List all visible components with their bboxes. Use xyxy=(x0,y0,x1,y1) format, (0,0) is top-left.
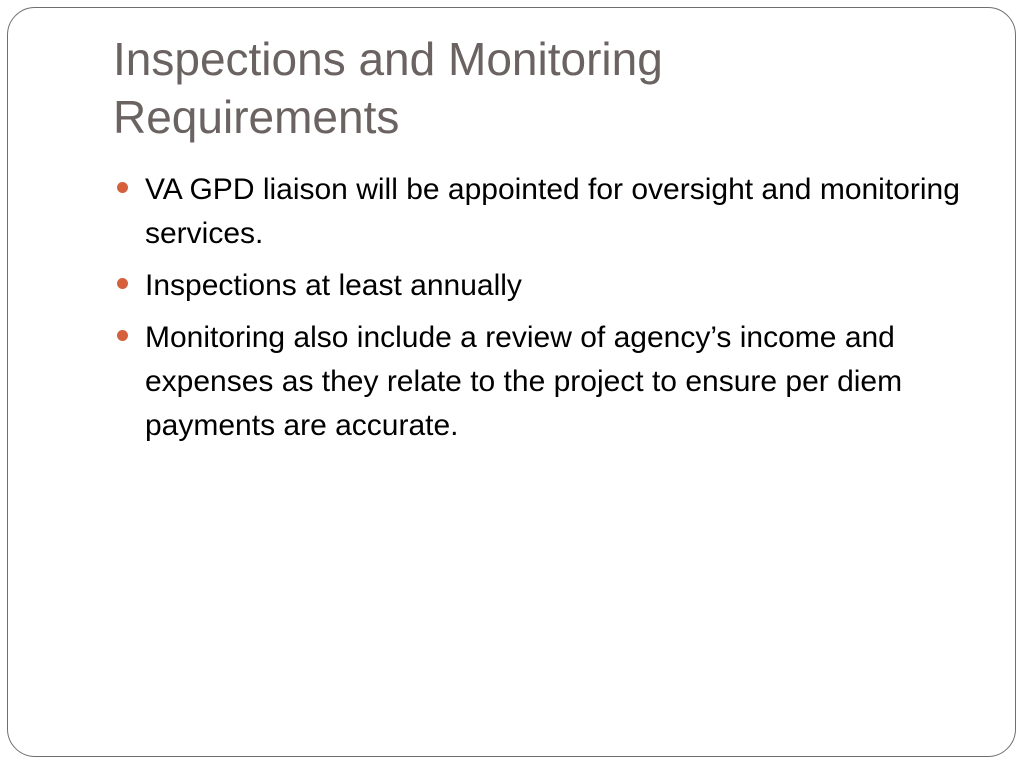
slide-title: Inspections and Monitoring Requirements xyxy=(113,33,663,143)
bullet-item-liaison xyxy=(117,168,977,256)
bullet-dot-icon xyxy=(117,330,128,341)
bullet-list xyxy=(117,168,977,456)
bullet-text: Monitoring also include a review of agency’s income and expenses as they relate to the project to ensure per diem payments are accurate. xyxy=(145,321,903,442)
bullet-item-monitoring xyxy=(117,316,977,448)
bullet-dot-icon xyxy=(117,278,128,289)
bullet-text: Inspections at least annually xyxy=(145,269,522,302)
bullet-dot-icon xyxy=(117,182,128,193)
bullet-item-inspections xyxy=(117,264,977,308)
bullet-text: VA GPD liaison will be appointed for oversight and monitoring services. xyxy=(145,173,960,250)
